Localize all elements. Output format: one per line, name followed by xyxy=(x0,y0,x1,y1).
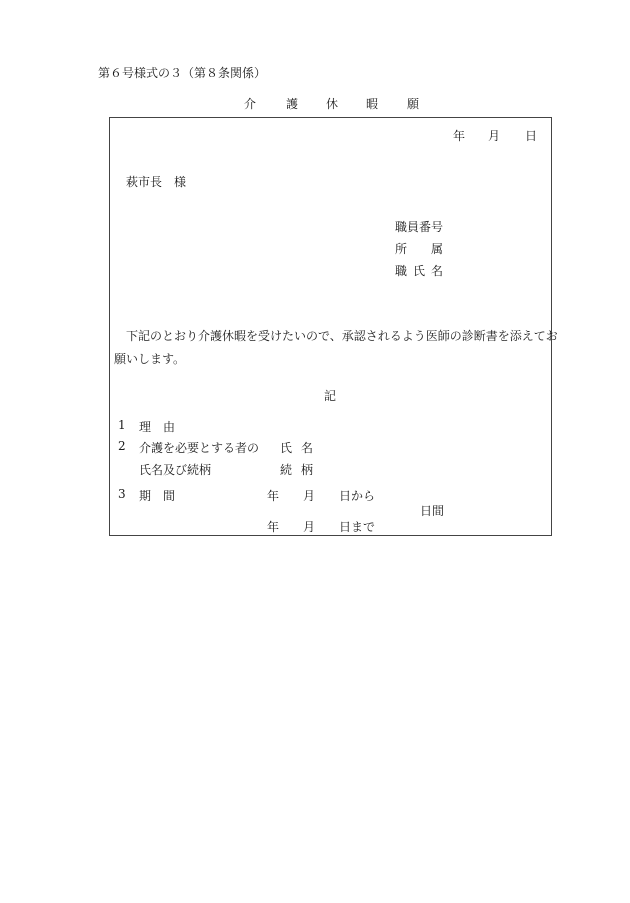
reason-label: 理 由 xyxy=(139,420,176,434)
name-label-b: 氏 xyxy=(413,264,426,278)
period-from-month: 月 xyxy=(303,489,316,503)
affiliation-label-a: 所 xyxy=(395,242,408,256)
care-number: 2 xyxy=(118,439,126,453)
period-total-days: 日間 xyxy=(420,504,445,518)
reason-number: 1 xyxy=(118,418,126,432)
period-to-day: 日まで xyxy=(339,520,376,534)
date-year: 年 xyxy=(453,129,466,143)
period-number: 3 xyxy=(118,487,126,501)
care-name-label-b: 名 xyxy=(301,441,314,455)
body-text-line-2: 願いします。 xyxy=(114,352,186,366)
employee-number-label: 職員番号 xyxy=(395,220,444,234)
care-relation-label-b: 柄 xyxy=(301,463,314,477)
addressee: 萩市長 様 xyxy=(126,175,187,189)
period-label: 期 間 xyxy=(139,489,176,503)
title-char-3: 休 xyxy=(326,97,339,111)
name-label-c: 名 xyxy=(431,264,444,278)
name-label-a: 職 xyxy=(395,264,408,278)
body-text-line-1: 下記のとおり介護休暇を受けたいので、承認されるよう医師の診断書を添えてお xyxy=(126,329,558,343)
care-label-line-2: 氏名及び続柄 xyxy=(139,463,212,477)
form-number-label: 第６号様式の３（第８条関係） xyxy=(98,66,267,80)
care-label-line-1: 介護を必要とする者の xyxy=(139,441,260,455)
period-to-year: 年 xyxy=(267,520,280,534)
care-name-label-a: 氏 xyxy=(280,441,293,455)
title-char-2: 護 xyxy=(286,97,299,111)
title-char-4: 暇 xyxy=(366,97,379,111)
title-char-5: 願 xyxy=(407,97,420,111)
affiliation-label-b: 属 xyxy=(431,242,444,256)
date-day: 日 xyxy=(525,129,538,143)
period-from-day: 日から xyxy=(339,489,376,503)
period-from-year: 年 xyxy=(267,489,280,503)
title-char-1: 介 xyxy=(244,97,257,111)
date-month: 月 xyxy=(488,129,501,143)
care-relation-label-a: 続 xyxy=(280,463,293,477)
period-to-month: 月 xyxy=(303,520,316,534)
ki-heading: 記 xyxy=(324,389,337,403)
